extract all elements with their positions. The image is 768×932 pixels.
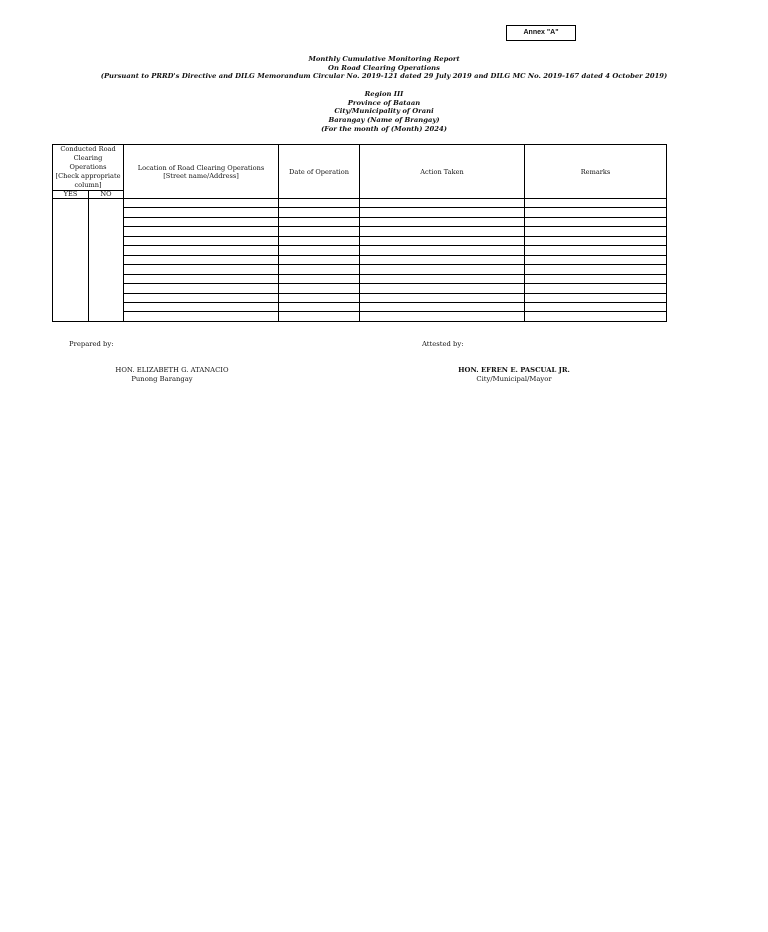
action-cell[interactable] xyxy=(360,274,525,283)
location-cell[interactable] xyxy=(124,199,279,208)
date-cell[interactable] xyxy=(279,208,360,217)
barangay-line: Barangay (Name of Brangay) xyxy=(328,116,440,125)
action-cell[interactable] xyxy=(360,208,525,217)
date-cell[interactable] xyxy=(279,246,360,255)
region-line: Region III xyxy=(364,90,404,98)
remarks-cell[interactable] xyxy=(525,199,667,208)
action-cell[interactable] xyxy=(360,293,525,302)
city-line: City/Municipality of Orani xyxy=(334,107,434,116)
remarks-cell[interactable] xyxy=(525,302,667,311)
table-row xyxy=(53,265,667,274)
prepared-by-name: HON. ELIZABETH G. ATANACIO xyxy=(115,366,229,374)
conducted-header xyxy=(53,145,124,191)
date-cell[interactable] xyxy=(279,217,360,226)
prepared-by-position: Punong Barangay xyxy=(131,375,193,383)
action-cell[interactable] xyxy=(360,236,525,245)
location-cell[interactable] xyxy=(124,236,279,245)
report-header xyxy=(0,55,768,81)
action-cell[interactable] xyxy=(360,255,525,264)
report-pursuant-note: (Pursuant to PRRD's Directive and DILG Memorandum Circular No. 2019-121 dated 29 July 2019 and DILG MC No. 2019-167 dated 4 October 2019) xyxy=(100,72,668,81)
remarks-cell[interactable] xyxy=(525,284,667,293)
date-cell[interactable] xyxy=(279,227,360,236)
table-row xyxy=(53,199,667,208)
table-row xyxy=(53,274,667,283)
action-cell[interactable] xyxy=(360,265,525,274)
location-cell[interactable] xyxy=(124,274,279,283)
location-cell[interactable] xyxy=(124,293,279,302)
location-cell[interactable] xyxy=(124,217,279,226)
conducted-header-line: Operations xyxy=(69,163,107,171)
attested-by-name: HON. EFREN E. PASCUAL JR. xyxy=(458,366,570,374)
table-row xyxy=(53,284,667,293)
remarks-cell[interactable] xyxy=(525,255,667,264)
remarks-cell[interactable] xyxy=(525,227,667,236)
table-row xyxy=(53,293,667,302)
location-cell[interactable] xyxy=(124,284,279,293)
remarks-cell[interactable] xyxy=(525,265,667,274)
table-row xyxy=(53,208,667,217)
conducted-header-line: Conducted Road xyxy=(60,145,116,153)
no-cell[interactable] xyxy=(89,199,124,322)
action-cell[interactable] xyxy=(360,284,525,293)
location-header-line: [Street name/Address] xyxy=(163,171,239,180)
date-cell[interactable] xyxy=(279,293,360,302)
action-cell[interactable] xyxy=(360,227,525,236)
action-cell[interactable] xyxy=(360,199,525,208)
location-cell[interactable] xyxy=(124,246,279,255)
table-row xyxy=(53,236,667,245)
table-row xyxy=(53,246,667,255)
action-cell[interactable] xyxy=(360,246,525,255)
annex-label: Annex "A" xyxy=(506,25,576,41)
location-header xyxy=(0,90,768,134)
date-cell[interactable] xyxy=(279,199,360,208)
no-header-cell: NO xyxy=(89,191,124,199)
table-row xyxy=(53,217,667,226)
report-subtitle: On Road Clearing Operations xyxy=(328,63,440,72)
remarks-cell[interactable] xyxy=(525,236,667,245)
remarks-cell[interactable] xyxy=(525,312,667,322)
yes-cell[interactable] xyxy=(53,199,89,322)
location-cell[interactable] xyxy=(124,255,279,264)
date-cell[interactable] xyxy=(279,284,360,293)
report-title: Monthly Cumulative Monitoring Report xyxy=(308,55,460,63)
month-line: (For the month of (Month) 2024) xyxy=(321,124,447,133)
remarks-cell[interactable] xyxy=(525,293,667,302)
location-header-line: Location of Road Clearing Operations xyxy=(137,163,265,172)
action-cell[interactable] xyxy=(360,302,525,311)
date-cell[interactable] xyxy=(279,274,360,283)
date-cell[interactable] xyxy=(279,236,360,245)
remarks-cell[interactable] xyxy=(525,274,667,283)
remarks-cell[interactable] xyxy=(525,246,667,255)
conducted-header-line: Clearing xyxy=(73,154,103,162)
location-header-cell xyxy=(124,145,279,199)
attested-by-label: Attested by: xyxy=(422,340,464,348)
prepared-by-label: Prepared by: xyxy=(69,340,114,348)
conducted-header-line: column] xyxy=(74,181,102,189)
date-header-cell: Date of Operation xyxy=(279,145,360,199)
location-cell[interactable] xyxy=(124,227,279,236)
remarks-cell[interactable] xyxy=(525,217,667,226)
yes-header-cell: YES xyxy=(53,191,89,199)
monitoring-table xyxy=(52,144,667,322)
date-cell[interactable] xyxy=(279,265,360,274)
province-line: Province of Bataan xyxy=(347,98,421,107)
conducted-header-line: [Check appropriate xyxy=(55,172,121,180)
date-cell[interactable] xyxy=(279,255,360,264)
table-row xyxy=(53,312,667,322)
table-row xyxy=(53,227,667,236)
table-row xyxy=(53,255,667,264)
action-cell[interactable] xyxy=(360,217,525,226)
remarks-header-cell: Remarks xyxy=(525,145,667,199)
date-cell[interactable] xyxy=(279,312,360,322)
attested-by-position: City/Municipal/Mayor xyxy=(476,375,552,383)
action-header-cell: Action Taken xyxy=(360,145,525,199)
date-cell[interactable] xyxy=(279,302,360,311)
action-cell[interactable] xyxy=(360,312,525,322)
remarks-cell[interactable] xyxy=(525,208,667,217)
location-cell[interactable] xyxy=(124,312,279,322)
location-cell[interactable] xyxy=(124,265,279,274)
table-row xyxy=(53,302,667,311)
location-cell[interactable] xyxy=(124,208,279,217)
location-cell[interactable] xyxy=(124,302,279,311)
table-body xyxy=(53,199,667,322)
